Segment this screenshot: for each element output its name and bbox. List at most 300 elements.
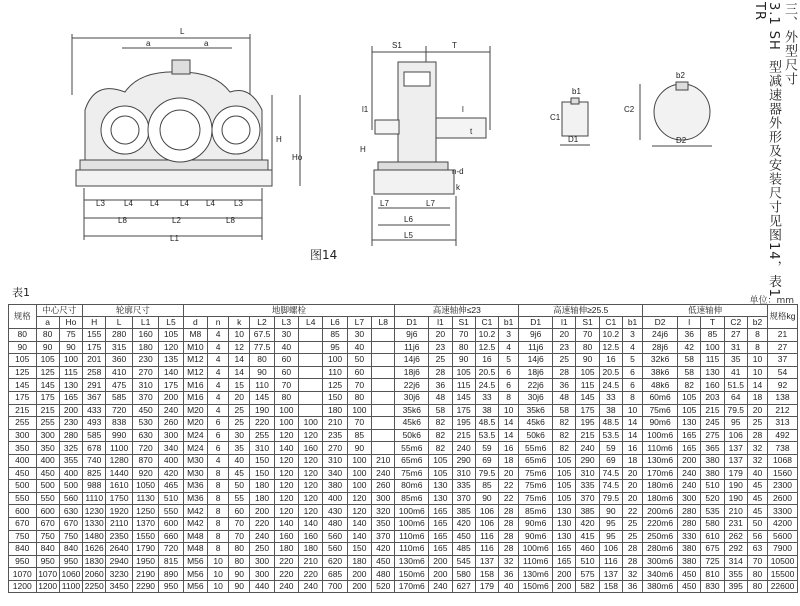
table-cell: 110m6 <box>395 543 429 556</box>
table-cell: 840 <box>9 543 37 556</box>
table-cell: 70 <box>747 555 767 568</box>
table-cell: 5 <box>622 354 642 367</box>
table-cell: 105 <box>678 404 701 417</box>
table-cell: 7900 <box>768 543 798 556</box>
table-cell: 340 <box>159 442 183 455</box>
table-cell: 810 <box>701 568 724 581</box>
subheader-cell: C1 <box>475 317 498 329</box>
table-cell: 215 <box>9 404 37 417</box>
table-cell: 220 <box>250 517 274 530</box>
table-row <box>9 417 798 430</box>
table-row <box>9 530 798 543</box>
table-cell: 210 <box>372 454 395 467</box>
table-cell: 140 <box>347 530 371 543</box>
table-cell: 28 <box>499 517 519 530</box>
table-cell: 22600 <box>768 580 798 593</box>
table-cell: 137 <box>599 568 622 581</box>
table-cell <box>372 417 395 430</box>
subheader-cell: L8 <box>372 317 395 329</box>
table-cell: 120 <box>274 480 298 493</box>
table-cell: 220 <box>299 568 323 581</box>
table-cell: 1060 <box>59 568 82 581</box>
table-cell: 12 <box>229 341 250 354</box>
table-cell: 2600 <box>768 492 798 505</box>
table-cell: 950 <box>9 555 37 568</box>
table-cell: 1250 <box>132 505 158 518</box>
table-cell: 200m6 <box>643 505 678 518</box>
title-line-4: 型减速器外形及安装尺寸见图14，表1 <box>766 60 781 298</box>
table-cell: 493 <box>83 417 106 430</box>
table-cell: 80 <box>229 543 250 556</box>
table-cell: 240 <box>372 467 395 480</box>
table-row <box>9 555 798 568</box>
subheader-cell: Ho <box>59 317 82 329</box>
table-cell: 36 <box>553 379 576 392</box>
table-cell: 95 <box>323 341 347 354</box>
table-cell: 310 <box>452 467 475 480</box>
table-cell: 23 <box>553 341 576 354</box>
table-cell: 56 <box>747 530 767 543</box>
table-cell: 82 <box>553 442 576 455</box>
table-cell: 130m6 <box>395 555 429 568</box>
table-cell: 130 <box>701 366 724 379</box>
table-cell: 70 <box>274 379 298 392</box>
table-cell: 10 <box>208 580 229 593</box>
table-cell: 75m6 <box>519 480 553 493</box>
table-cell: 110m6 <box>395 530 429 543</box>
table-cell: 310 <box>576 467 599 480</box>
table-body <box>9 329 798 593</box>
table-cell: 106 <box>475 517 498 530</box>
table-cell: 3450 <box>106 580 132 593</box>
table-cell: 950 <box>59 555 82 568</box>
table-cell: 1280 <box>106 454 132 467</box>
table-cell: 200 <box>429 568 452 581</box>
table-cell: 200 <box>553 568 576 581</box>
table-cell: 120 <box>274 492 298 505</box>
table-cell: 200 <box>59 404 82 417</box>
table-cell: 200 <box>429 555 452 568</box>
table-cell: 100m6 <box>643 429 678 442</box>
table-cell: 825 <box>83 467 106 480</box>
table-cell: 240 <box>299 580 323 593</box>
table-cell: 85m6 <box>519 505 553 518</box>
table-cell: 116 <box>475 543 498 556</box>
table-cell: 12.5 <box>475 341 498 354</box>
subheader-cell: l1 <box>553 317 576 329</box>
table-cell: 630 <box>132 429 158 442</box>
table-cell: 110m6 <box>519 555 553 568</box>
table-cell: 80 <box>250 354 274 367</box>
table-cell: 2640 <box>106 543 132 556</box>
table-cell: 210 <box>323 417 347 430</box>
table-cell: 175 <box>452 404 475 417</box>
table-cell: 100 <box>323 354 347 367</box>
dim-label-L4-2: L4 <box>150 199 159 208</box>
table-cell: 82 <box>429 417 452 430</box>
subheader-cell: S1 <box>576 317 599 329</box>
table-cell: 80m6 <box>395 480 429 493</box>
table-cell: M24 <box>183 429 207 442</box>
table-cell: 530 <box>132 417 158 430</box>
table-cell: 520 <box>372 580 395 593</box>
table-cell: 738 <box>768 442 798 455</box>
subheader-cell: C1 <box>599 317 622 329</box>
table-cell: 160 <box>132 329 158 342</box>
table-cell: 4 <box>208 454 229 467</box>
table-cell: 115 <box>452 379 475 392</box>
table-cell: 150 <box>250 454 274 467</box>
table-cell: 8 <box>208 543 229 556</box>
table-row <box>9 517 798 530</box>
table-cell: 465 <box>159 480 183 493</box>
table-cell: M42 <box>183 505 207 518</box>
table-cell: 4 <box>208 329 229 342</box>
subheader-cell: C2 <box>724 317 747 329</box>
table-cell: 180 <box>323 404 347 417</box>
table-cell: 1480 <box>83 530 106 543</box>
table-cell: 180 <box>250 492 274 505</box>
table-cell: 37 <box>768 354 798 367</box>
table-cell: 100 <box>59 354 82 367</box>
table-cell: 330 <box>678 530 701 543</box>
table-cell: 310 <box>323 454 347 467</box>
dim-label-n-d: n-d <box>452 167 464 176</box>
table-cell: 370 <box>576 492 599 505</box>
table-cell: 90 <box>9 341 37 354</box>
header-high-speed-1: 高速轴伸≤23 <box>395 305 519 317</box>
table-cell: 4 <box>208 404 229 417</box>
table-cell: 450 <box>132 404 158 417</box>
table-cell: 10 <box>747 366 767 379</box>
table-cell: 100m6 <box>395 505 429 518</box>
table-cell: 18j6 <box>395 366 429 379</box>
table-cell: 510 <box>701 480 724 493</box>
table-cell: 170m6 <box>643 467 678 480</box>
table-cell: 815 <box>159 555 183 568</box>
table-cell: 100 <box>299 417 323 430</box>
table-cell: 250m6 <box>643 530 678 543</box>
table-cell: 145 <box>250 391 274 404</box>
table-cell: 85m6 <box>395 492 429 505</box>
table-cell: 190 <box>724 492 747 505</box>
dim-label-C2: C2 <box>624 105 635 114</box>
dim-label-D2: D2 <box>676 136 687 145</box>
table-cell: 55m6 <box>519 442 553 455</box>
table-row <box>9 480 798 493</box>
table-cell: 32k6 <box>643 354 678 367</box>
table-cell: 31 <box>724 341 747 354</box>
table-cell: 120 <box>299 454 323 467</box>
table-row <box>9 404 798 417</box>
table-cell: 720 <box>132 442 158 455</box>
dim-label-L1: L1 <box>170 234 179 243</box>
table-cell: 106 <box>475 505 498 518</box>
table-cell: 20 <box>429 329 452 342</box>
table-cell: 28 <box>747 429 767 442</box>
table-cell: 290 <box>576 454 599 467</box>
table-cell: 270 <box>323 442 347 455</box>
table-cell: 75m6 <box>519 492 553 505</box>
table-cell: 560 <box>323 543 347 556</box>
table-cell: 660 <box>159 530 183 543</box>
table-cell: 100m6 <box>395 517 429 530</box>
table-cell: 8 <box>622 391 642 404</box>
table-cell: 58 <box>678 366 701 379</box>
table-cell: 105 <box>159 329 183 342</box>
table-cell: M12 <box>183 366 207 379</box>
table-cell: 230 <box>59 417 82 430</box>
table-cell: 1330 <box>83 517 106 530</box>
table-cell: 292 <box>724 543 747 556</box>
table-cell: 6 <box>499 379 519 392</box>
table-cell: 14 <box>622 429 642 442</box>
table-cell: 1920 <box>106 505 132 518</box>
dim-label-L8-left: L8 <box>118 216 127 225</box>
table-cell: 280 <box>678 517 701 530</box>
table-cell: 105 <box>553 492 576 505</box>
table-cell: 116 <box>599 555 622 568</box>
table-cell: 14 <box>229 366 250 379</box>
table-cell: 14j6 <box>519 354 553 367</box>
table-cell <box>372 379 395 392</box>
table-cell: 200 <box>347 580 371 593</box>
table-cell: 6 <box>622 366 642 379</box>
table-cell: 70 <box>347 417 371 430</box>
table-cell: 195 <box>576 417 599 430</box>
table-cell: 500 <box>36 480 59 493</box>
table-cell: 24j6 <box>643 329 678 342</box>
table-cell: 90 <box>452 354 475 367</box>
table-cell: 335 <box>452 480 475 493</box>
table-cell: 36 <box>678 329 701 342</box>
table-cell: 300m6 <box>643 555 678 568</box>
table-cell: 58 <box>553 404 576 417</box>
table-cell: 180 <box>274 543 298 556</box>
table-cell: 140 <box>274 442 298 455</box>
table-cell: 60 <box>229 505 250 518</box>
table-cell: 195 <box>452 417 475 430</box>
table-cell: 32 <box>747 442 767 455</box>
table-cell: 27 <box>768 341 798 354</box>
table-cell: 560 <box>323 530 347 543</box>
table-cell: 6 <box>208 442 229 455</box>
table-cell: 1830 <box>83 555 106 568</box>
table-cell: 300 <box>372 492 395 505</box>
table-cell: 580 <box>452 568 475 581</box>
table-cell: 300 <box>36 429 59 442</box>
table-cell: 1950 <box>132 555 158 568</box>
table-cell: 120 <box>299 429 323 442</box>
table-cell: 280 <box>106 329 132 342</box>
table-cell: 200 <box>159 391 183 404</box>
table-cell: 105 <box>553 467 576 480</box>
table-cell: 28 <box>499 543 519 556</box>
table-cell: 130 <box>429 492 452 505</box>
table-cell: 90 <box>475 492 498 505</box>
table-cell: 130 <box>678 417 701 430</box>
table-cell: 48 <box>553 391 576 404</box>
table-cell: 100 <box>347 454 371 467</box>
table-cell: 100 <box>274 404 298 417</box>
table-cell: 115 <box>59 366 82 379</box>
table-cell: 145 <box>9 379 37 392</box>
table-cell <box>372 366 395 379</box>
table-cell: 180 <box>132 341 158 354</box>
table-cell: 82 <box>429 429 452 442</box>
table-cell: 310 <box>250 442 274 455</box>
table-cell: 150 <box>347 543 371 556</box>
table-cell: 380 <box>323 480 347 493</box>
table-cell: 145 <box>452 391 475 404</box>
table-cell: M10 <box>183 341 207 354</box>
table-cell: 18 <box>499 454 519 467</box>
subheader-cell: L7 <box>347 317 371 329</box>
table-cell: 105 <box>553 480 576 493</box>
table-cell: 2940 <box>106 555 132 568</box>
table-cell: M30 <box>183 454 207 467</box>
table-cell: 105 <box>429 467 452 480</box>
table-cell: 95 <box>724 417 747 430</box>
table-cell: 55 <box>229 492 250 505</box>
dimensions-table <box>8 304 798 593</box>
table-cell: 585 <box>83 429 106 442</box>
table-cell: 160 <box>274 530 298 543</box>
table-cell: 175 <box>83 341 106 354</box>
table-cell: 670 <box>9 517 37 530</box>
table-cell: 890 <box>159 568 183 581</box>
table-cell: 160 <box>299 442 323 455</box>
table-cell: 16 <box>622 442 642 455</box>
table-cell: 74.5 <box>599 480 622 493</box>
table-cell: 950 <box>36 555 59 568</box>
table-cell: 720 <box>106 404 132 417</box>
table-cell: 203 <box>701 391 724 404</box>
table-cell: 480 <box>323 517 347 530</box>
table-cell: 510 <box>576 555 599 568</box>
table-cell: 4 <box>208 341 229 354</box>
table-cell: 215 <box>452 429 475 442</box>
table-cell: 220m6 <box>643 517 678 530</box>
table-cell: 160 <box>299 530 323 543</box>
table-cell: 158 <box>475 568 498 581</box>
table-cell: 190 <box>250 404 274 417</box>
table-cell: 105 <box>429 454 452 467</box>
table-cell: M20 <box>183 404 207 417</box>
table-cell: 100 <box>701 341 724 354</box>
header-center: 中心尺寸 <box>36 305 83 317</box>
table-cell: 22j6 <box>395 379 429 392</box>
table-cell: 120 <box>159 341 183 354</box>
table-cell: 2190 <box>132 568 158 581</box>
table-cell: 59 <box>475 442 498 455</box>
table-row <box>9 568 798 581</box>
table-cell: 300 <box>250 568 274 581</box>
table-cell: 95 <box>599 517 622 530</box>
table-cell: 38k6 <box>643 366 678 379</box>
table-cell: 988 <box>83 480 106 493</box>
table-cell: M36 <box>183 492 207 505</box>
table-cell: 120 <box>274 429 298 442</box>
table-cell: 400 <box>323 492 347 505</box>
dim-label-H: H <box>276 135 282 144</box>
table-cell: 28 <box>499 505 519 518</box>
table-cell: 380 <box>701 454 724 467</box>
table-cell: 255 <box>36 417 59 430</box>
table-cell: 920 <box>132 467 158 480</box>
table-cell: 120 <box>299 480 323 493</box>
table-cell: 20 <box>622 480 642 493</box>
subheader-cell: L <box>106 317 132 329</box>
table-cell: 140 <box>159 366 183 379</box>
table-cell: 40 <box>499 580 519 593</box>
table-cell: 180 <box>299 543 323 556</box>
table-cell: 100 <box>347 467 371 480</box>
table-cell: 12.5 <box>599 341 622 354</box>
table-cell: 367 <box>83 391 106 404</box>
table-cell: 450 <box>678 580 701 593</box>
table-cell: 670 <box>36 517 59 530</box>
table-cell: 155 <box>83 329 106 342</box>
table-cell: 110m6 <box>643 442 678 455</box>
table-cell: 670 <box>59 517 82 530</box>
table-cell: 220 <box>250 417 274 430</box>
table-cell: 1200 <box>36 580 59 593</box>
dim-label-S1: S1 <box>392 41 402 50</box>
section-title <box>752 2 797 298</box>
table-cell: 140 <box>347 517 371 530</box>
table-cell: 240 <box>429 580 452 593</box>
table-cell: 340 <box>323 467 347 480</box>
table-cell: 1560 <box>768 467 798 480</box>
table-row <box>9 505 798 518</box>
table-cell: 10.2 <box>599 329 622 342</box>
subheader-cell: L1 <box>132 317 158 329</box>
table-cell: 70 <box>229 530 250 543</box>
subheader-cell: S1 <box>452 317 475 329</box>
dim-label-L3-left: L3 <box>96 199 105 208</box>
table-cell: 4 <box>208 354 229 367</box>
table-cell: 678 <box>83 442 106 455</box>
table-cell: 25 <box>229 417 250 430</box>
dim-label-L4-1: L4 <box>124 199 133 208</box>
table-cell: 20 <box>229 391 250 404</box>
table-cell: 1626 <box>83 543 106 556</box>
table-cell: 4 <box>499 341 519 354</box>
table-cell: 70 <box>576 329 599 342</box>
table-cell: 2110 <box>106 517 132 530</box>
table-cell: 420 <box>452 517 475 530</box>
table-cell: 64 <box>724 391 747 404</box>
table-cell: 575 <box>576 568 599 581</box>
table-cell: 627 <box>452 580 475 593</box>
table-cell: 950 <box>159 580 183 593</box>
table-cell: 450 <box>372 555 395 568</box>
table-cell: 75m6 <box>519 467 553 480</box>
table-cell: 10 <box>747 354 767 367</box>
table-cell: 74.5 <box>599 467 622 480</box>
table-cell: 180m6 <box>643 492 678 505</box>
table-cell: 79.5 <box>475 467 498 480</box>
table-cell: 3230 <box>106 568 132 581</box>
table-cell: 415 <box>576 530 599 543</box>
table-cell: 1750 <box>106 492 132 505</box>
table-cell: 410 <box>106 366 132 379</box>
table-cell: 492 <box>768 429 798 442</box>
table-cell: 620 <box>323 555 347 568</box>
table-cell: 80 <box>9 329 37 342</box>
table-cell: 258 <box>83 366 106 379</box>
